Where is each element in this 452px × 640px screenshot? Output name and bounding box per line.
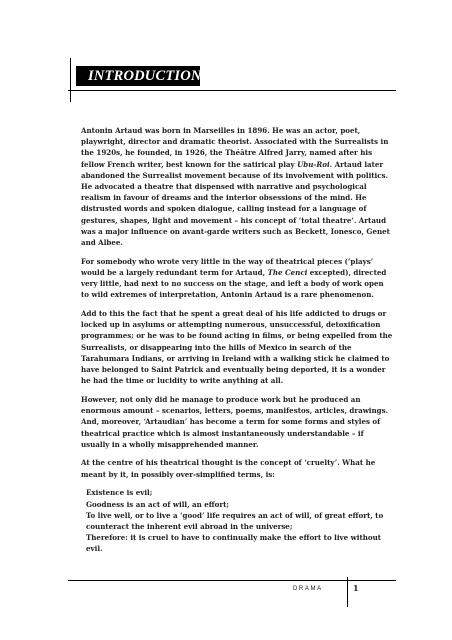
paragraph-text: However, not only did he manage to produce work but he produced an enormous amount – scenarios, letters, poems, manifestos, articles, drawings. And, moreover, ‘Artaudian’ has become a term for some forms and styles of theatrical practice which is almost instantaneously understandable – if usually in a wholly misapprehended manner.	[81, 394, 389, 449]
paragraph	[81, 457, 393, 479]
paragraph-text: Antonin Artaud was born in Marseilles in 1896. He was an actor, poet, playwright, director and dramatic theorist. Associated with the Surrealists in the 1920s, he founded, in 1926, the Théâtre Alfred Jarry, named after his fellow French writer, best known for the satirical play	[81, 126, 389, 169]
italic-title: Ubu-Roi	[297, 159, 330, 169]
paragraph-text: For somebody who wrote very little in the way of theatrical pieces (‘plays’ would be a largely redundant term for Artaud,	[81, 256, 374, 277]
footer-section-label: DRAMA	[293, 586, 323, 592]
definition-line: Therefore: it is cruel to have to continually make the effort to live without evil.	[86, 533, 382, 554]
page-number: 1	[353, 583, 359, 593]
paragraph-text: Add to this the fact that he spent a great deal of his life addicted to drugs or locked up in asylums or attempting numerous, unsuccessful, detoxification programmes; or he was to be found acting in films, or being expelled from the Surrealists, or disappearing into the hills of Mexico in search of the Tarahumara Indians, or arriving in Ireland with a walking stick he claimed to have belonged to Saint Patrick and eventually being deported, it is a wonder he had the time or lucidity to write anything at all.	[81, 309, 393, 386]
paragraph	[81, 125, 393, 248]
definition-line: To live well, or to live a ‘good’ life requires an act of will, of great effort, to counteract the inherent evil abroad in the universe;	[86, 510, 384, 531]
paragraphs	[81, 125, 393, 480]
definition-line: Goodness is an act of will, an effort;	[86, 499, 229, 509]
paragraph	[81, 308, 393, 386]
paragraph-text: excepted), directed very little, had next to no success on the stage, and left a body of work open to wild extremes of interpretation, Antonin Artaud is a rare phenomenon.	[81, 267, 387, 300]
italic-title: The Cenci	[267, 267, 308, 277]
heading-horizontal-rule	[68, 90, 396, 91]
body-text	[81, 125, 393, 555]
paragraph-text: At the centre of his theatrical thought is the concept of ‘cruelty’. What he meant by it, in possibly over-simplified terms, is:	[81, 458, 376, 479]
paragraph-text: . Artaud later abandoned the Surrealist movement because of its involvement with politics. He advocated a theatre that dispensed with narrative and psychological realism in favour of dreams and the interior obsessions of the mind. He distrusted words and spoken dialogue, calling instead for a language of gestures, shapes, light and movement – his concept of ‘total theatre’. Artaud was a major influence on avant-garde writers such as Beckett, Ionesco, Genet and Albee.	[81, 159, 390, 248]
footer-vertical-rule	[347, 577, 348, 607]
cruelty-definitions	[81, 487, 393, 554]
paragraph	[81, 394, 393, 450]
definition-line: Existence is evil;	[86, 488, 153, 498]
section-heading-bar	[76, 66, 200, 86]
section-heading: INTRODUCTION	[88, 67, 202, 84]
paragraph	[81, 256, 393, 301]
heading-vertical-rule	[70, 58, 71, 102]
